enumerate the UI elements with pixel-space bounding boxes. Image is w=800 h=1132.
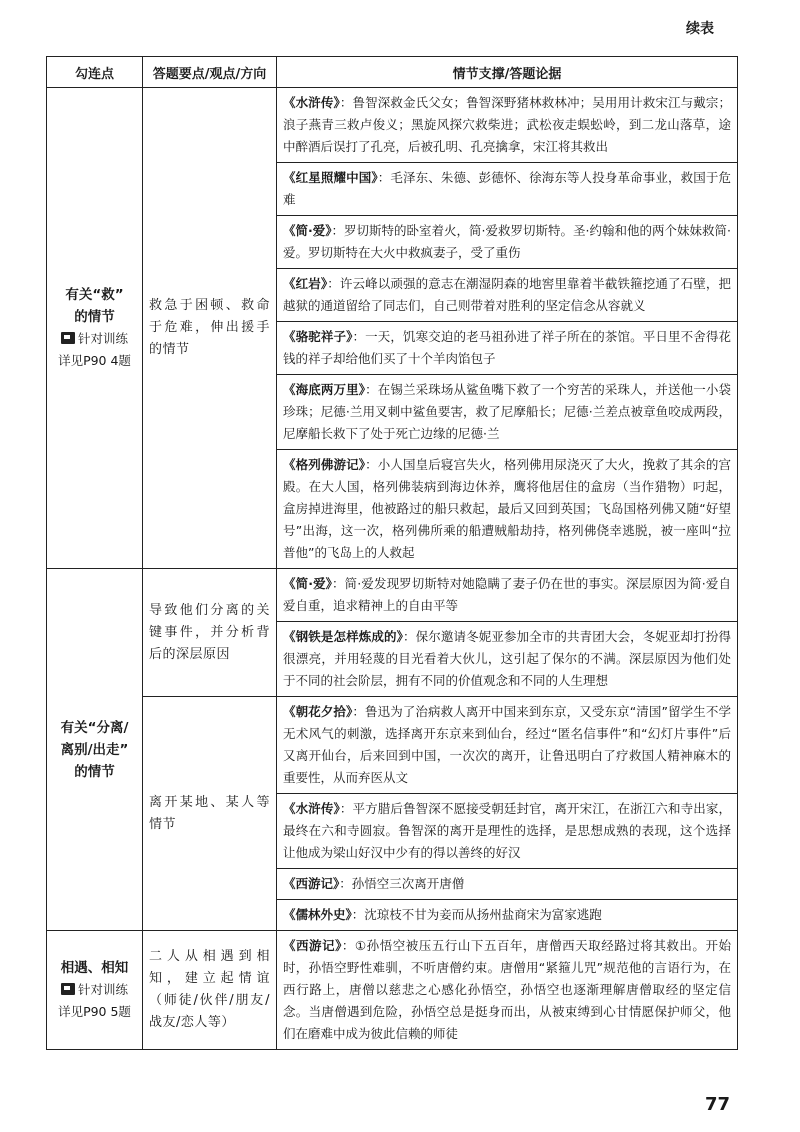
- evidence-text: ：①孙悟空被压五行山下五百年，唐僧西天取经路过将其救出。开始时，孙悟空野性难驯，不听唐僧约束。唐僧用“紧箍儿咒”规范他的言语行为，在西行路上，唐僧以慈悲之心感化孙悟空，孙悟空也逐渐理解唐僧取经的坚定信念。当唐僧遇到危险，孙悟空总是挺身而出，从被束缚到心甘情愿保护师父，他们在磨难中成为彼此信赖的师徒: [283, 938, 731, 1041]
- book-title: 《格列佛游记》: [283, 457, 366, 472]
- category-label: 离别/出走”: [60, 741, 129, 758]
- category-cell-meeting: [47, 931, 143, 1050]
- evidence-text: ：罗切斯特的卧室着火，简·爱救罗切斯特。圣·约翰和他的两个妹妹救简·爱。罗切斯特在大火中救疯妻子，受了重伤: [283, 223, 732, 260]
- table-row: [47, 931, 738, 1050]
- evidence-text: ：沈琼枝不甘为妾而从扬州盐商宋为富家逃跑: [351, 907, 602, 922]
- evidence-text: ：平方腊后鲁智深不愿接受朝廷封官，离开宋江，在浙江六和寺出家，最终在六和寺圆寂。鲁智深的离开是理性的选择，是思想成熟的表现，这个选择让他成为梁山好汉中少有的得以善终的好汉: [283, 801, 731, 860]
- table-row: [47, 697, 738, 794]
- evidence-cell: [277, 931, 738, 1050]
- book-title: 《儒林外史》: [283, 907, 352, 922]
- evidence-cell: [277, 794, 738, 869]
- continued-label: 续表: [686, 21, 714, 37]
- evidence-cell: [277, 269, 738, 322]
- category-label: 相遇、相知: [60, 960, 129, 976]
- evidence-text: ：保尔邀请冬妮亚参加全市的共青团大会，冬妮亚却打扮得很漂亮，并用轻蔑的目光看着大伙儿，这引起了保尔的不满。深层原因为他们处于不同的社会阶层，拥有不同的价值观念和不同的人生理想: [283, 629, 731, 688]
- book-icon: [61, 332, 75, 344]
- evidence-cell: [277, 697, 738, 794]
- answer-point: 离开某地、某人等情节: [143, 697, 277, 931]
- table-row: [47, 88, 738, 163]
- answer-point: 救急于困顿、救命于危难，伸出援手的情节: [143, 88, 277, 569]
- page-number: 77: [704, 1094, 730, 1115]
- book-title: 《西游记》: [283, 876, 340, 891]
- evidence-text: ：鲁智深救金氏父女；鲁智深野猪林救林冲；吴用用计救宋江与戴宗；浪子燕青三救卢俊义；黑旋风探穴救柴进；武松夜走蜈蚣岭，到二龙山落草，途中醉酒后误打了孔亮，后被孔明、孔亮擒拿，宋江将其救出: [283, 95, 731, 154]
- evidence-text: ：在锡兰采珠场从鲨鱼嘴下救了一个穷苦的采珠人，并送他一小袋珍珠；尼德·兰用叉刺中鲨鱼要害，救了尼摩船长；尼德·兰差点被章鱼咬成两段，尼摩船长救下了处于死亡边缘的尼德·兰: [283, 382, 731, 441]
- evidence-cell: [277, 163, 738, 216]
- evidence-cell: [277, 322, 738, 375]
- training-ref-label: 针对训练: [77, 331, 128, 346]
- header-col3: 情节支撑/答题论据: [277, 57, 738, 88]
- training-ref: [51, 979, 138, 1001]
- category-label: 的情节: [74, 763, 115, 780]
- training-ref: [51, 328, 138, 350]
- category-label: 有关“分离/: [60, 719, 129, 736]
- evidence-cell: [277, 375, 738, 450]
- category-cell-rescue: [47, 88, 143, 569]
- evidence-cell: [277, 569, 738, 622]
- evidence-text: ：许云峰以顽强的意志在潮湿阴森的地窖里靠着半截铁箍挖通了石壁，把越狱的通道留给了同志们，自己则带着对胜利的坚定信念从容就义: [283, 276, 731, 313]
- evidence-text: ：一天，饥寒交迫的老马祖孙进了祥子所在的茶馆。平日里不舍得花钱的祥子却给他们买了十个羊肉馅包子: [283, 329, 731, 366]
- training-ref-page: 详见P90 5题: [58, 1004, 131, 1019]
- book-title: 《水浒传》: [283, 801, 340, 816]
- book-title: 《水浒传》: [283, 95, 340, 110]
- training-ref-label: 针对训练: [77, 982, 128, 997]
- book-title: 《朝花夕拾》: [283, 704, 353, 719]
- evidence-cell: [277, 900, 738, 931]
- book-title: 《海底两万里》: [283, 382, 366, 397]
- category-label: 的情节: [74, 309, 115, 325]
- answer-point: 导致他们分离的关键事件，并分析背后的深层原因: [143, 569, 277, 697]
- evidence-cell: [277, 216, 738, 269]
- book-title: 《西游记》: [283, 938, 342, 953]
- book-title: 《简·爱》: [283, 223, 332, 238]
- evidence-text: ：孙悟空三次离开唐僧: [339, 876, 465, 891]
- book-title: 《钢铁是怎样炼成的》: [283, 629, 403, 644]
- evidence-cell: [277, 622, 738, 697]
- evidence-cell: [277, 88, 738, 163]
- header-col2: 答题要点/观点/方向: [143, 57, 277, 88]
- evidence-text: ：简·爱发现罗切斯特对她隐瞒了妻子仍在世的事实。深层原因为简·爱自爱自重，追求精神上的自由平等: [283, 576, 731, 613]
- evidence-text: ：小人国皇后寝宫失火，格列佛用尿浇灭了大火，挽救了其余的宫殿。在大人国，格列佛装病到海边休养，鹰将他居住的盒房（当作猎物）叼起，盒房掉进海里，他被路过的船只救起，最后又回到英国；飞岛国格列佛又随“好望号”出海，这一次，格列佛所乘的船遭贼船劫持，格列佛侥幸逃脱，被一座叫“拉普他”的飞岛上的人救起: [283, 457, 731, 560]
- knowledge-table: [46, 56, 738, 1050]
- book-icon: [61, 983, 75, 995]
- answer-point: 二人从相遇到相知，建立起情谊（师徒/伙伴/朋友/战友/恋人等）: [143, 931, 277, 1050]
- table-row: [47, 569, 738, 622]
- book-title: 《红星照耀中国》: [283, 170, 378, 185]
- header-col1: 勾连点: [47, 57, 143, 88]
- category-label: 有关“救”: [65, 287, 124, 303]
- book-title: 《红岩》: [283, 276, 328, 291]
- evidence-text: ：鲁迅为了治病救人离开中国来到东京，又受东京“清国”留学生不学无术风气的刺激，选择离开东京来到仙台，经过“匿名信事件”和“幻灯片事件”后又离开仙台，后来回到中国，一次次的离开，让鲁迅明白了疗救国人精神麻木的重要性，从而弃医从文: [283, 704, 731, 785]
- book-title: 《骆驼祥子》: [283, 329, 353, 344]
- book-title: 《简·爱》: [283, 576, 333, 591]
- evidence-cell: [277, 450, 738, 569]
- category-cell-separation: [47, 569, 143, 931]
- evidence-text: ：毛泽东、朱德、彭德怀、徐海东等人投身革命事业，救国于危难: [283, 170, 731, 207]
- evidence-cell: [277, 869, 738, 900]
- training-ref-page: 详见P90 4题: [58, 353, 131, 368]
- table-header-row: [47, 57, 738, 88]
